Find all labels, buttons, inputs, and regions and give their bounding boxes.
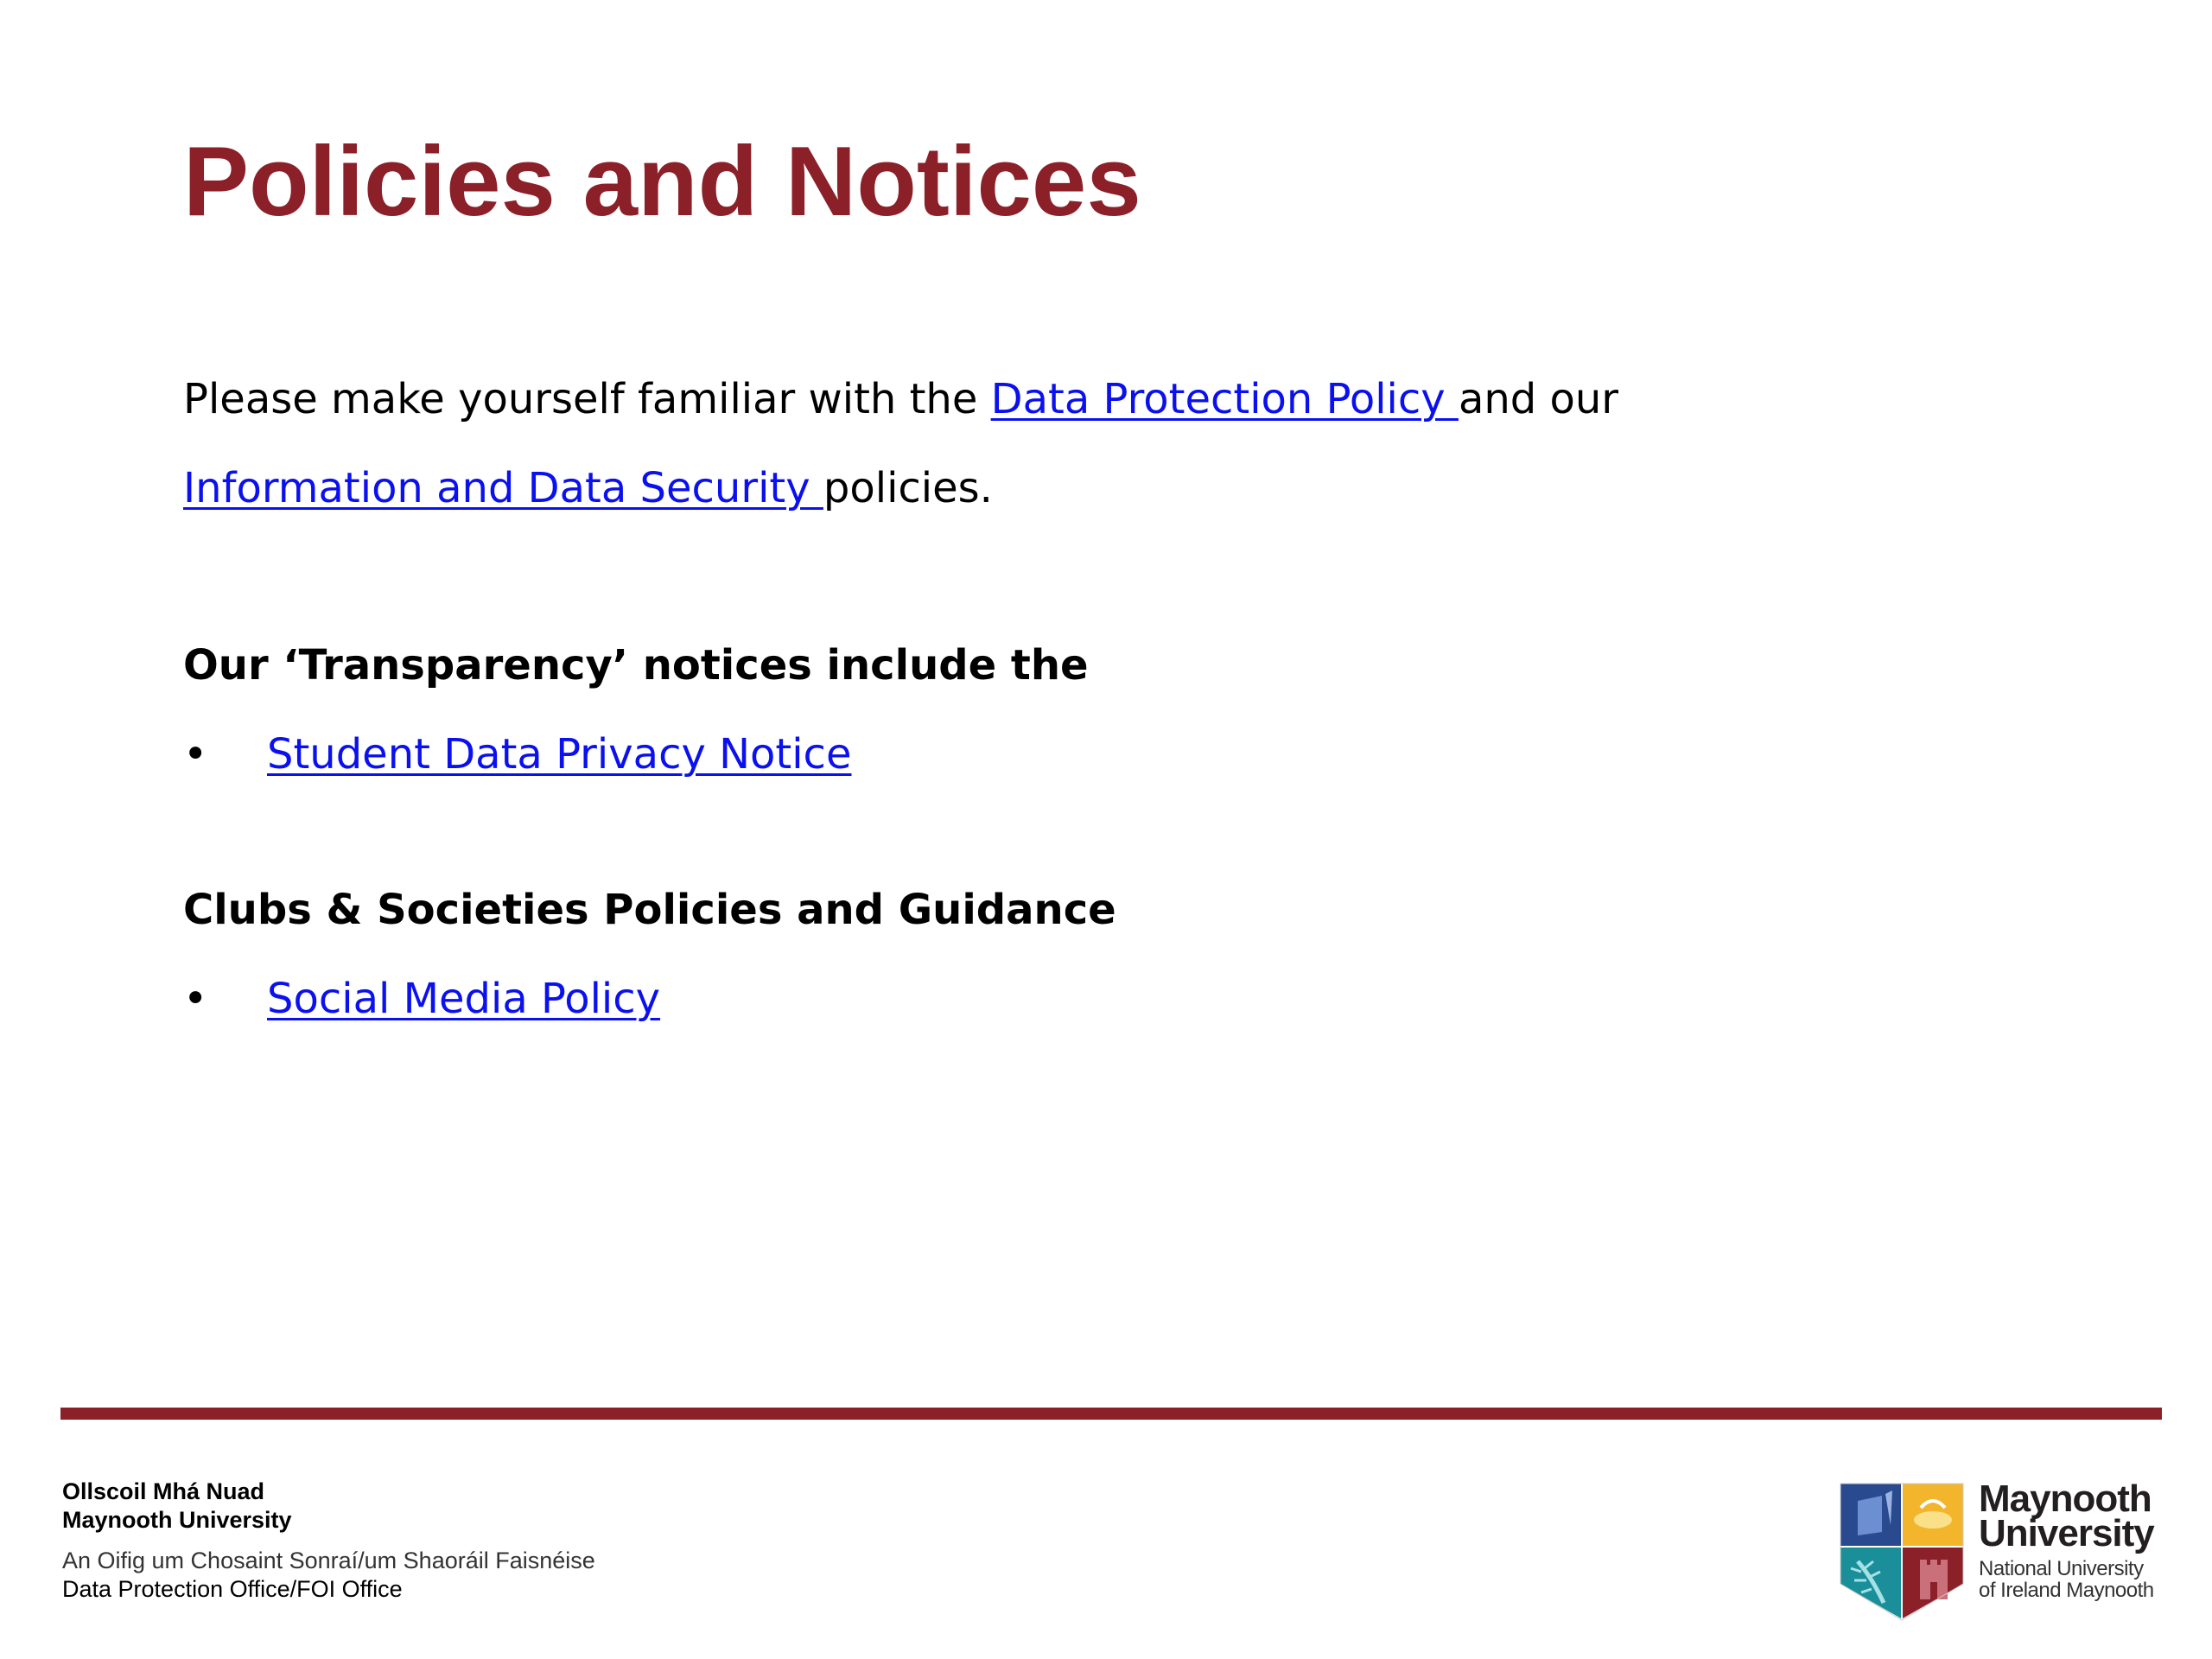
footer-office-info [62,1478,595,1604]
footer-divider [60,1408,2162,1420]
university-crest-icon [1839,1482,1965,1622]
student-data-privacy-notice-link[interactable]: Student Data Privacy Notice [267,730,852,779]
logo-name-line-1: Maynooth [1979,1478,2152,1520]
intro-text-continued: and our [1458,375,1619,423]
list-item [183,730,851,779]
office-name-irish: An Oifig um Chosaint Sonraí/um Shaoráil Faisnéise [62,1548,595,1573]
page-title: Policies and Notices [183,127,1141,237]
logo-name-line-2: University [1979,1512,2154,1554]
clubs-heading: Clubs & Societies Policies and Guidance [183,886,1116,934]
social-media-policy-link[interactable]: Social Media Policy [267,975,661,1023]
university-name-irish: Ollscoil Mhá Nuad [62,1478,265,1504]
bullet-icon: • [183,975,208,1023]
intro-text-end: policies. [823,464,993,512]
intro-line-1 [183,375,1618,423]
university-logo [1839,1478,2154,1622]
logo-subtitle-line-2: of Ireland Maynooth [1979,1579,2154,1602]
intro-text: Please make yourself familiar with the [183,375,991,423]
bullet-icon: • [183,730,208,779]
university-name-english: Maynooth University [62,1507,292,1533]
transparency-heading: Our ‘Transparency’ notices include the [183,641,1089,690]
data-protection-policy-link[interactable]: Data Protection Policy [990,375,1459,423]
information-data-security-link[interactable]: Information and Data Security [183,464,823,512]
intro-line-2 [183,464,993,512]
logo-subtitle-line-1: National University [1979,1557,2144,1580]
office-name-english: Data Protection Office/FOI Office [62,1576,403,1602]
list-item [183,975,660,1023]
logo-wordmark [1979,1478,2154,1602]
